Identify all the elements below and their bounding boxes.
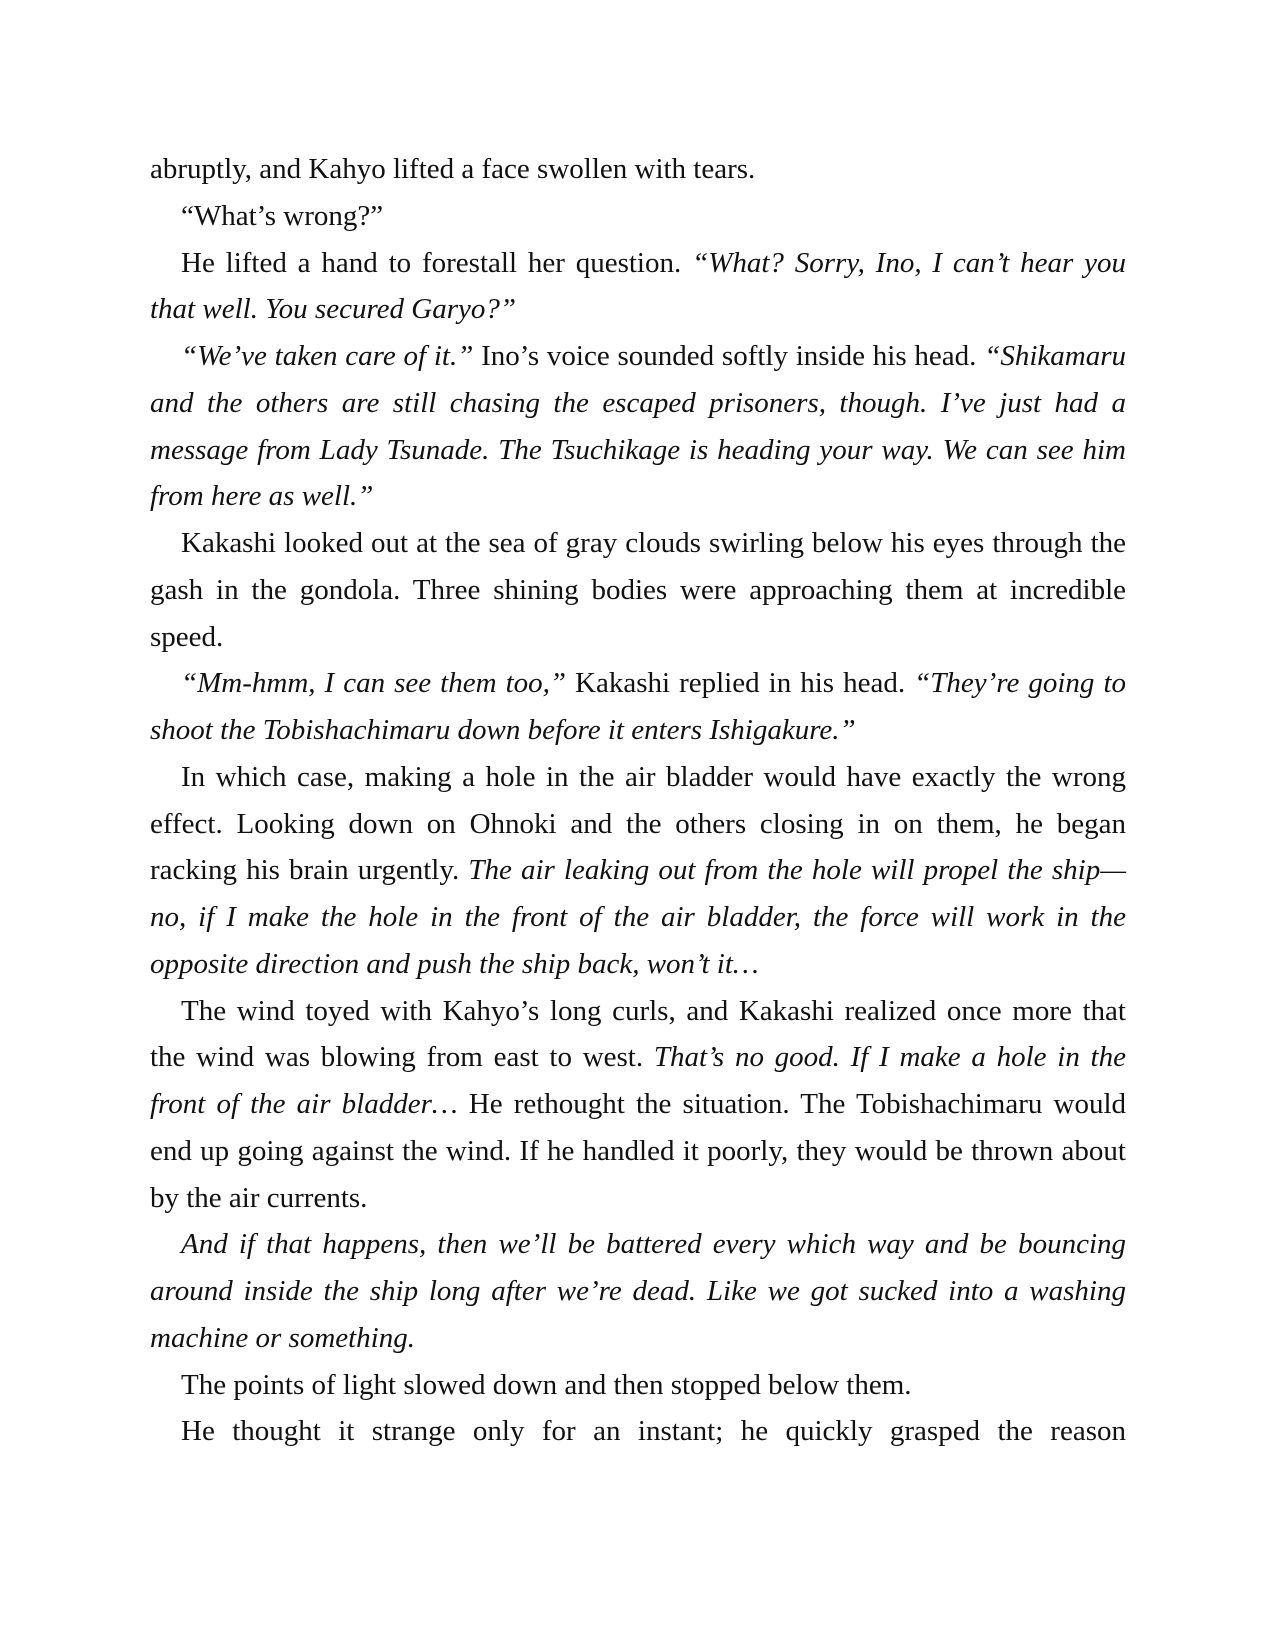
text-run: He lifted a hand to forestall her question. <box>181 246 693 279</box>
italic-text-run: “Shikamaru and the others are still chasing the escaped prisoners, though. I’ve just had a message from Lady Tsunade. The Tsuchikage is heading your way. We can see him from here as well.” <box>150 340 1126 513</box>
italic-text-run: That’s no good. If I make a hole in the front of the air bladder… <box>150 1041 1126 1120</box>
paragraph-continued <box>150 1408 1126 1455</box>
paragraph <box>150 520 1126 660</box>
paragraph <box>150 193 1126 240</box>
text-run: In which case, making a hole in the air bladder would have exactly the wrong effect. Looking down on Ohnoki and the others closing in on them, he began racking his brain urgently. <box>150 760 1126 887</box>
paragraph <box>150 333 1126 520</box>
text-run: Ino’s voice sounded softly inside his head. <box>473 340 985 372</box>
italic-text-run: “What? Sorry, Ino, I can’t hear you that well. You secured Garyo?” <box>150 246 1126 326</box>
italic-text-run: “We’ve taken care of it.” <box>181 340 474 372</box>
body-text <box>150 146 1126 1455</box>
paragraph <box>150 754 1126 988</box>
text-run: He thought it strange only for an instant; he quickly grasped the reason <box>181 1415 1126 1448</box>
text-run: The points of light slowed down and then stopped below them. <box>181 1368 912 1401</box>
text-run: Kakashi looked out at the sea of gray clouds swirling below his eyes through the gash in the gondola. Three shining bodies were approaching them at incredible speed. <box>150 527 1126 653</box>
italic-text-run: The air leaking out from the hole will propel the ship—no, if I make the hole in the front of the air bladder, the force will work in the opposite direction and push the ship back, won’t it… <box>150 854 1126 980</box>
paragraph <box>150 240 1126 334</box>
text-run: “What’s wrong?” <box>181 199 384 232</box>
paragraph <box>150 660 1126 754</box>
paragraph <box>150 1221 1126 1361</box>
paragraph <box>150 1362 1126 1409</box>
italic-text-run: “They’re going to shoot the Tobishachimaru down before it enters Ishigakure.” <box>150 667 1127 746</box>
paragraph <box>150 146 1126 193</box>
text-run: Kakashi replied in his head. <box>566 667 915 700</box>
italic-text-run: “Mm-hmm, I can see them too,” <box>181 667 567 700</box>
text-run: He rethought the situation. The Tobishachimaru would end up going against the wind. If he handled it poorly, they would be thrown about by the air currents. <box>150 1088 1126 1214</box>
text-run: The wind toyed with Kahyo’s long curls, and Kakashi realized once more that the wind was blowing from east to west. <box>150 994 1126 1074</box>
paragraph <box>150 988 1126 1222</box>
italic-text-run: And if that happens, then we’ll be battered every which way and be bouncing around inside the ship long after we’re dead. Like we got sucked into a washing machine or something. <box>150 1228 1126 1354</box>
text-run: abruptly, and Kahyo lifted a face swollen with tears. <box>150 153 756 185</box>
